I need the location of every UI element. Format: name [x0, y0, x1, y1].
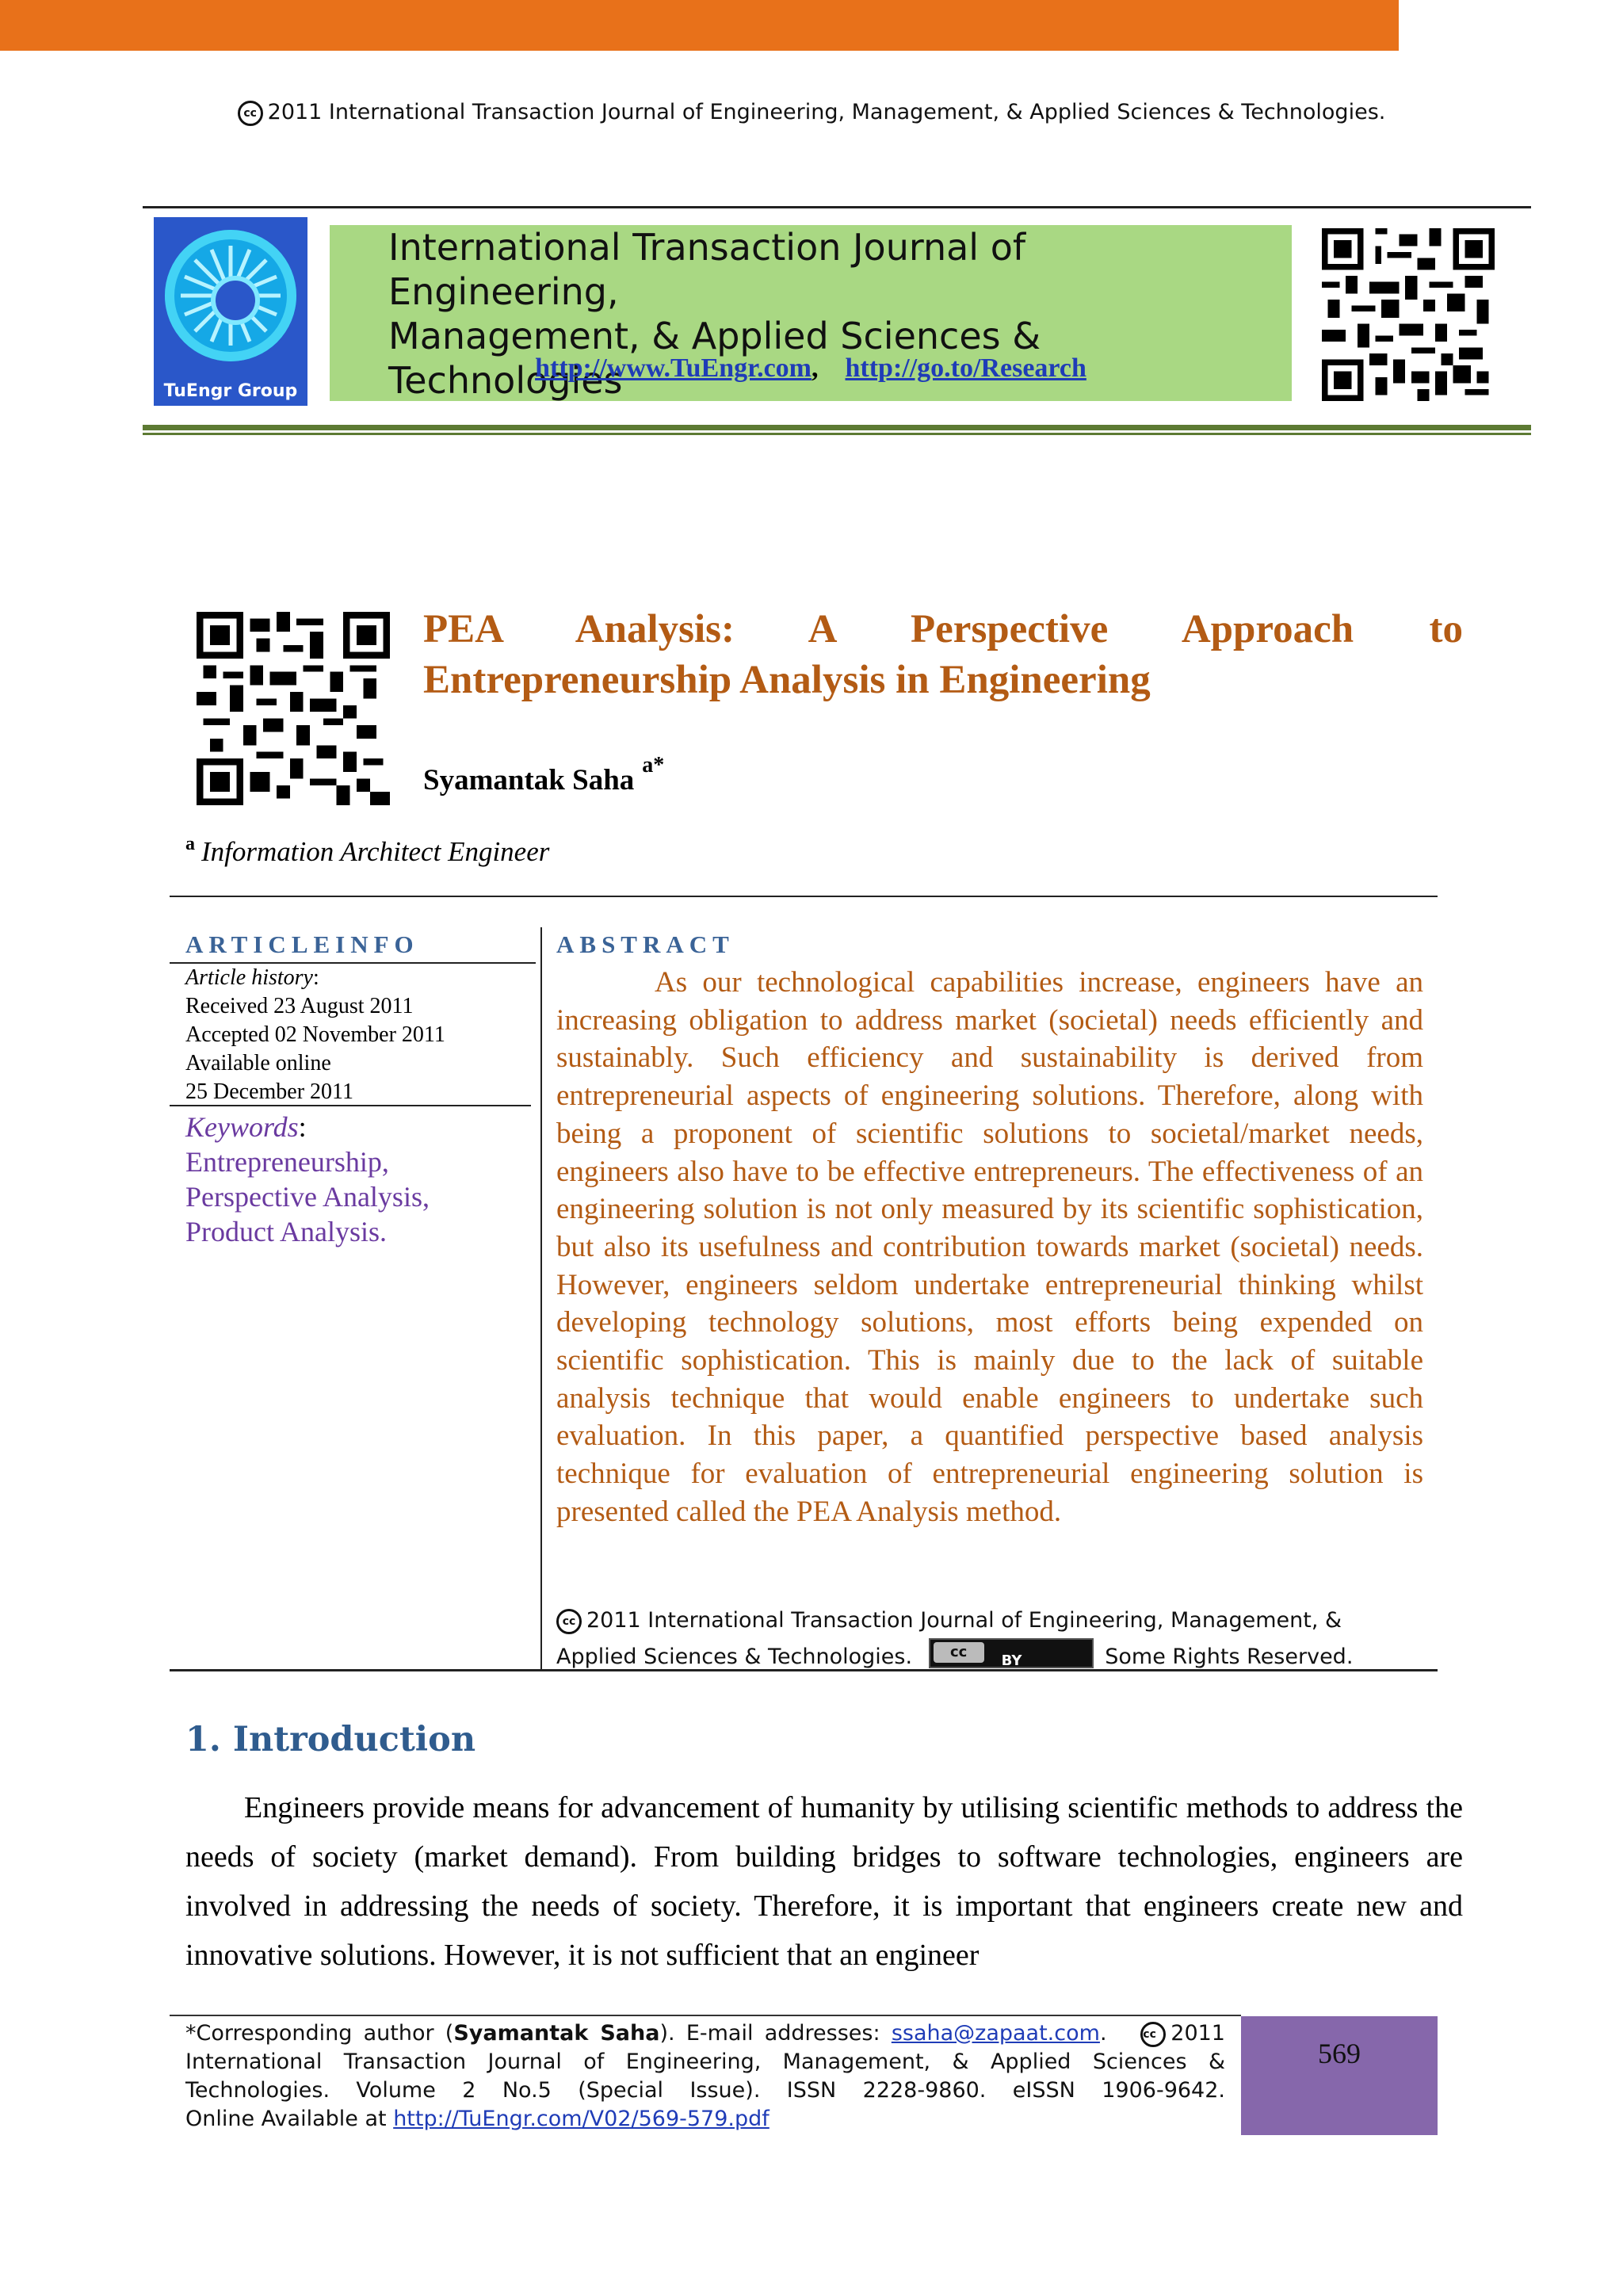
- header-bottom-rule: [143, 425, 1531, 430]
- article-info-heading: ARTICLEINFO: [185, 930, 419, 958]
- author-marker: a*: [642, 753, 665, 777]
- affiliation-text: Information Architect Engineer: [201, 836, 550, 867]
- introduction-text: Engineers provide means for advancement of humanity by utilising scientific methods to address the needs of society (market demand). From building bridges to software technologies, engineers are involved in addressing the needs of society. Therefore, it is important that engineers create new and innovative solutions. However, it is not sufficient that an engineer: [185, 1791, 1463, 1972]
- history-rule: [170, 1105, 531, 1106]
- abstract-copyright: [556, 1603, 1428, 1675]
- tuengr-logo: [154, 217, 307, 406]
- footnote: [185, 2019, 1225, 2134]
- rights-reserved: Some Rights Reserved.: [1105, 1645, 1354, 1669]
- running-header: [0, 100, 1623, 126]
- journal-banner: [330, 225, 1292, 401]
- received-date: Received 23 August 2011: [185, 994, 414, 1018]
- journal-title-line1: International Transaction Journal of Engineering,: [388, 226, 1026, 313]
- history-label: Article history: [185, 965, 313, 990]
- introduction-heading: 1. Introduction: [185, 1720, 476, 1759]
- footnote-author: Syamantak Saha: [453, 2021, 660, 2046]
- paper-title-line2: Entrepreneurship Analysis in Engineering: [423, 658, 1151, 702]
- available-date: 25 December 2011: [185, 1079, 353, 1104]
- footnote-line2: International Transaction Journal of Engineering, Management, & Applied Sciences &: [185, 2050, 1225, 2074]
- wheel-hub: [211, 276, 260, 325]
- article-qr-code-icon: [197, 612, 390, 805]
- paper-title: [423, 604, 1463, 705]
- creative-commons-icon: cc: [238, 101, 263, 126]
- abstract-text: As our technological capabilities increase, engineers have an increasing obligation to address market (societal) needs efficiently and sustainably. Such efficiency and sustainability is derived from entrepreneurial aspects of engineering solutions. Therefore, along with being a proponent of scientific solutions to societal/market needs, engineers also have to be effective entrepreneurs. The effectiveness of an engineering solution is not only measured by its scientific sophistication, but also its usefulness and contribution towards market (societal) needs. However, engineers seldom undertake entrepreneurial thinking whilst developing technology solutions, most efforts being expended on scientific sophistication. This is mainly due to the lack of suitable analysis technique that would enable engineers to undertake such evaluation. In this paper, a quantified perspective based analysis technique for evaluation of entrepreneurial engineering solution is presented called the PEA Analysis method.: [556, 966, 1423, 1528]
- journal-links: [330, 353, 1292, 384]
- abstract-copyright-line2: Applied Sciences & Technologies.: [556, 1645, 913, 1669]
- page-number-box: [1241, 2016, 1438, 2135]
- cc-badge-left: cc: [934, 1642, 984, 1663]
- footnote-line4: Online Available at http://TuEngr.com/V02/569-579.pdf: [185, 2107, 769, 2131]
- running-header-text: 2011 International Transaction Journal of Engineering, Management, & Applied Sciences & Technologies.: [267, 100, 1386, 124]
- author: [423, 753, 664, 797]
- info-bottom-rule: [170, 1669, 1438, 1671]
- header-top-rule: [143, 206, 1531, 208]
- page-number: 569: [1318, 2038, 1361, 2069]
- creative-commons-icon: cc: [556, 1609, 582, 1634]
- link-separator: ,: [812, 353, 819, 383]
- pdf-link[interactable]: http://TuEngr.com/V02/569-579.pdf: [393, 2107, 769, 2131]
- header-bottom-rule-thin: [143, 433, 1531, 435]
- keyword-item: Product Analysis.: [185, 1216, 388, 1247]
- keyword-item: Perspective Analysis,: [185, 1181, 430, 1213]
- research-link[interactable]: http://go.to/Research: [845, 353, 1086, 383]
- top-accent-bar: [0, 0, 1399, 51]
- affiliation: [185, 834, 549, 868]
- qr-code-icon: [1322, 228, 1495, 401]
- cc-badge-right: BY: [1001, 1652, 1022, 1669]
- abstract-heading: ABSTRACT: [556, 930, 735, 958]
- accepted-date: Accepted 02 November 2011: [185, 1022, 445, 1047]
- journal-title-line2: Management, & Applied Sciences & Technologies: [388, 315, 1041, 402]
- footnote-line3: Technologies. Volume 2 No.5 (Special Issue). ISSN 2228-9860. eISSN 1906-9642.: [185, 2078, 1225, 2103]
- paper-title-line1: PEA Analysis: A Perspective Approach to: [423, 607, 1463, 651]
- author-name: Syamantak Saha: [423, 764, 635, 797]
- footnote-line1: *Corresponding author (Syamantak Saha). E-mail addresses: ssaha@zapaat.com. cc 2011: [185, 2021, 1225, 2046]
- info-top-rule: [170, 896, 1438, 897]
- affiliation-marker: a: [185, 834, 195, 854]
- keywords: Keywords: Entrepreneurship, Perspective Analysis, Product Analysis.: [185, 1111, 430, 1247]
- logo-text: TuEngr Group: [163, 381, 298, 401]
- dharma-wheel-icon: [165, 230, 296, 361]
- keyword-item: Entrepreneurship,: [185, 1146, 389, 1178]
- footnote-rule: [170, 2015, 1241, 2016]
- info-column-divider: [540, 927, 542, 1670]
- tuengr-link[interactable]: http://www.TuEngr.com: [535, 353, 812, 383]
- abstract-copyright-line1: 2011 International Transaction Journal of Engineering, Management, &: [586, 1608, 1342, 1633]
- creative-commons-icon: cc: [1140, 2022, 1166, 2047]
- cc-by-license-badge-icon[interactable]: [929, 1638, 1094, 1668]
- article-history: Article history: Received 23 August 2011 Accepted 02 November 2011 Available online 25 December 2011: [185, 964, 445, 1106]
- available-online: Available online: [185, 1051, 331, 1075]
- email-link[interactable]: ssaha@zapaat.com: [891, 2021, 1100, 2046]
- keywords-label: Keywords: [185, 1111, 299, 1143]
